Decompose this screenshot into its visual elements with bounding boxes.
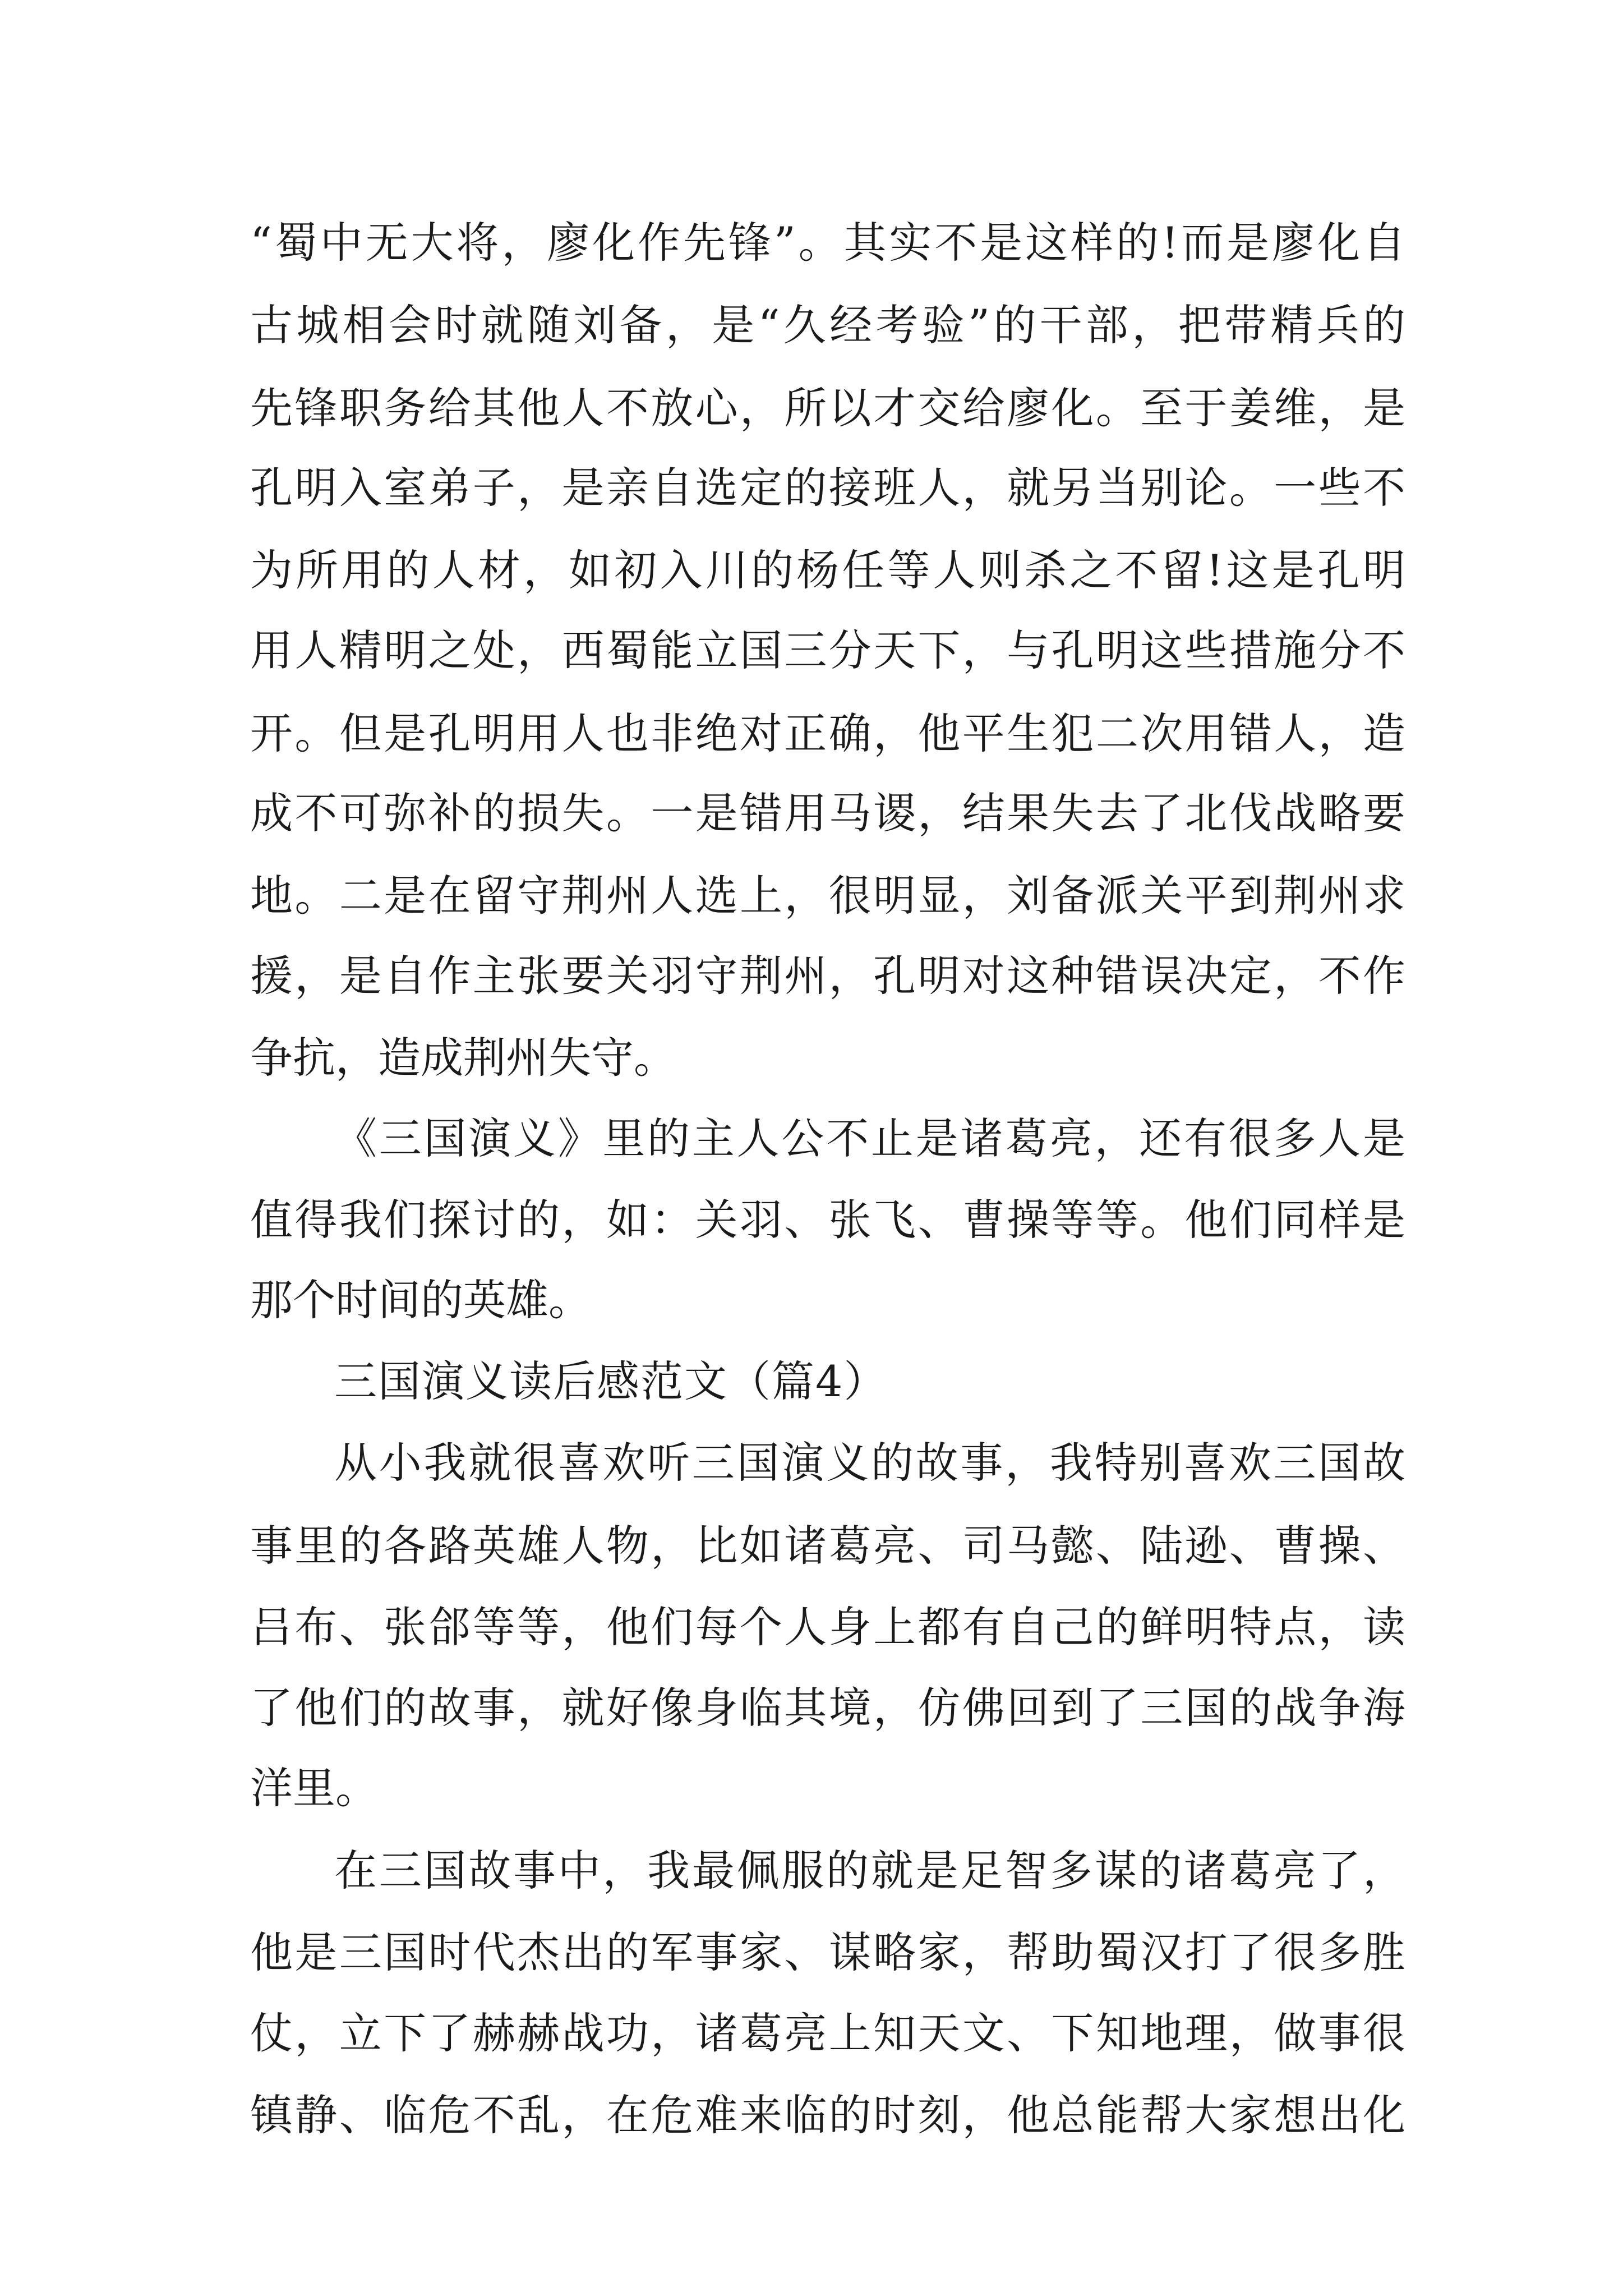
paragraph-first-line: 从小我就很喜欢听三国演义的故事，我特别喜欢三国故	[334, 1438, 1405, 1488]
text-line: 成不可弥补的损失。一是错用马谡，结果失去了北伐战略要	[250, 788, 1405, 838]
text-line: 先锋职务给其他人不放心，所以才交给廖化。至于姜维，是	[250, 383, 1405, 433]
paragraph-first-line: 《三国演义》里的主人公不止是诸葛亮，还有很多人是	[334, 1114, 1405, 1163]
text-line: 那个时间的英雄。	[250, 1275, 591, 1325]
text-line: 争抗，造成荆州失守。	[250, 1033, 676, 1083]
text-line: 吕布、张郃等等，他们每个人身上都有自己的鲜明特点，读	[250, 1602, 1405, 1652]
text-line: “蜀中无大将，廖化作先锋”。其实不是这样的!而是廖化自	[250, 218, 1405, 268]
text-line: 古城相会时就随刘备，是“久经考验”的干部，把带精兵的	[250, 300, 1405, 350]
text-line: 仗，立下了赫赫战功，诸葛亮上知天文、下知地理，做事很	[250, 2008, 1405, 2058]
text-line: 孔明入室弟子，是亲自选定的接班人，就另当别论。一些不	[250, 463, 1405, 513]
text-line: 他是三国时代杰出的军事家、谋略家，帮助蜀汉打了很多胜	[250, 1927, 1405, 1977]
text-line: 洋里。	[250, 1763, 378, 1813]
paragraph-first-line: 在三国故事中，我最佩服的就是足智多谋的诸葛亮了，	[334, 1846, 1405, 1895]
text-line: 为所用的人材，如初入川的杨任等人则杀之不留!这是孔明	[250, 545, 1405, 595]
section-heading: 三国演义读后感范文（篇4）	[334, 1356, 888, 1406]
text-line: 镇静、临危不乱，在危难来临的时刻，他总能帮大家想出化	[250, 2090, 1405, 2140]
text-line: 了他们的故事，就好像身临其境，仿佛回到了三国的战争海	[250, 1683, 1405, 1733]
text-line: 地。二是在留守荆州人选上，很明显，刘备派关平到荆州求	[250, 871, 1405, 921]
text-line: 值得我们探讨的，如：关羽、张飞、曹操等等。他们同样是	[250, 1195, 1405, 1245]
text-line: 用人精明之处，西蜀能立国三分天下，与孔明这些措施分不	[250, 625, 1405, 675]
text-line: 援，是自作主张要关羽守荆州，孔明对这种错误决定，不作	[250, 951, 1405, 1001]
text-line: 事里的各路英雄人物，比如诸葛亮、司马懿、陆逊、曹操、	[250, 1521, 1405, 1571]
text-line: 开。但是孔明用人也非绝对正确，他平生犯二次用错人，造	[250, 708, 1405, 758]
